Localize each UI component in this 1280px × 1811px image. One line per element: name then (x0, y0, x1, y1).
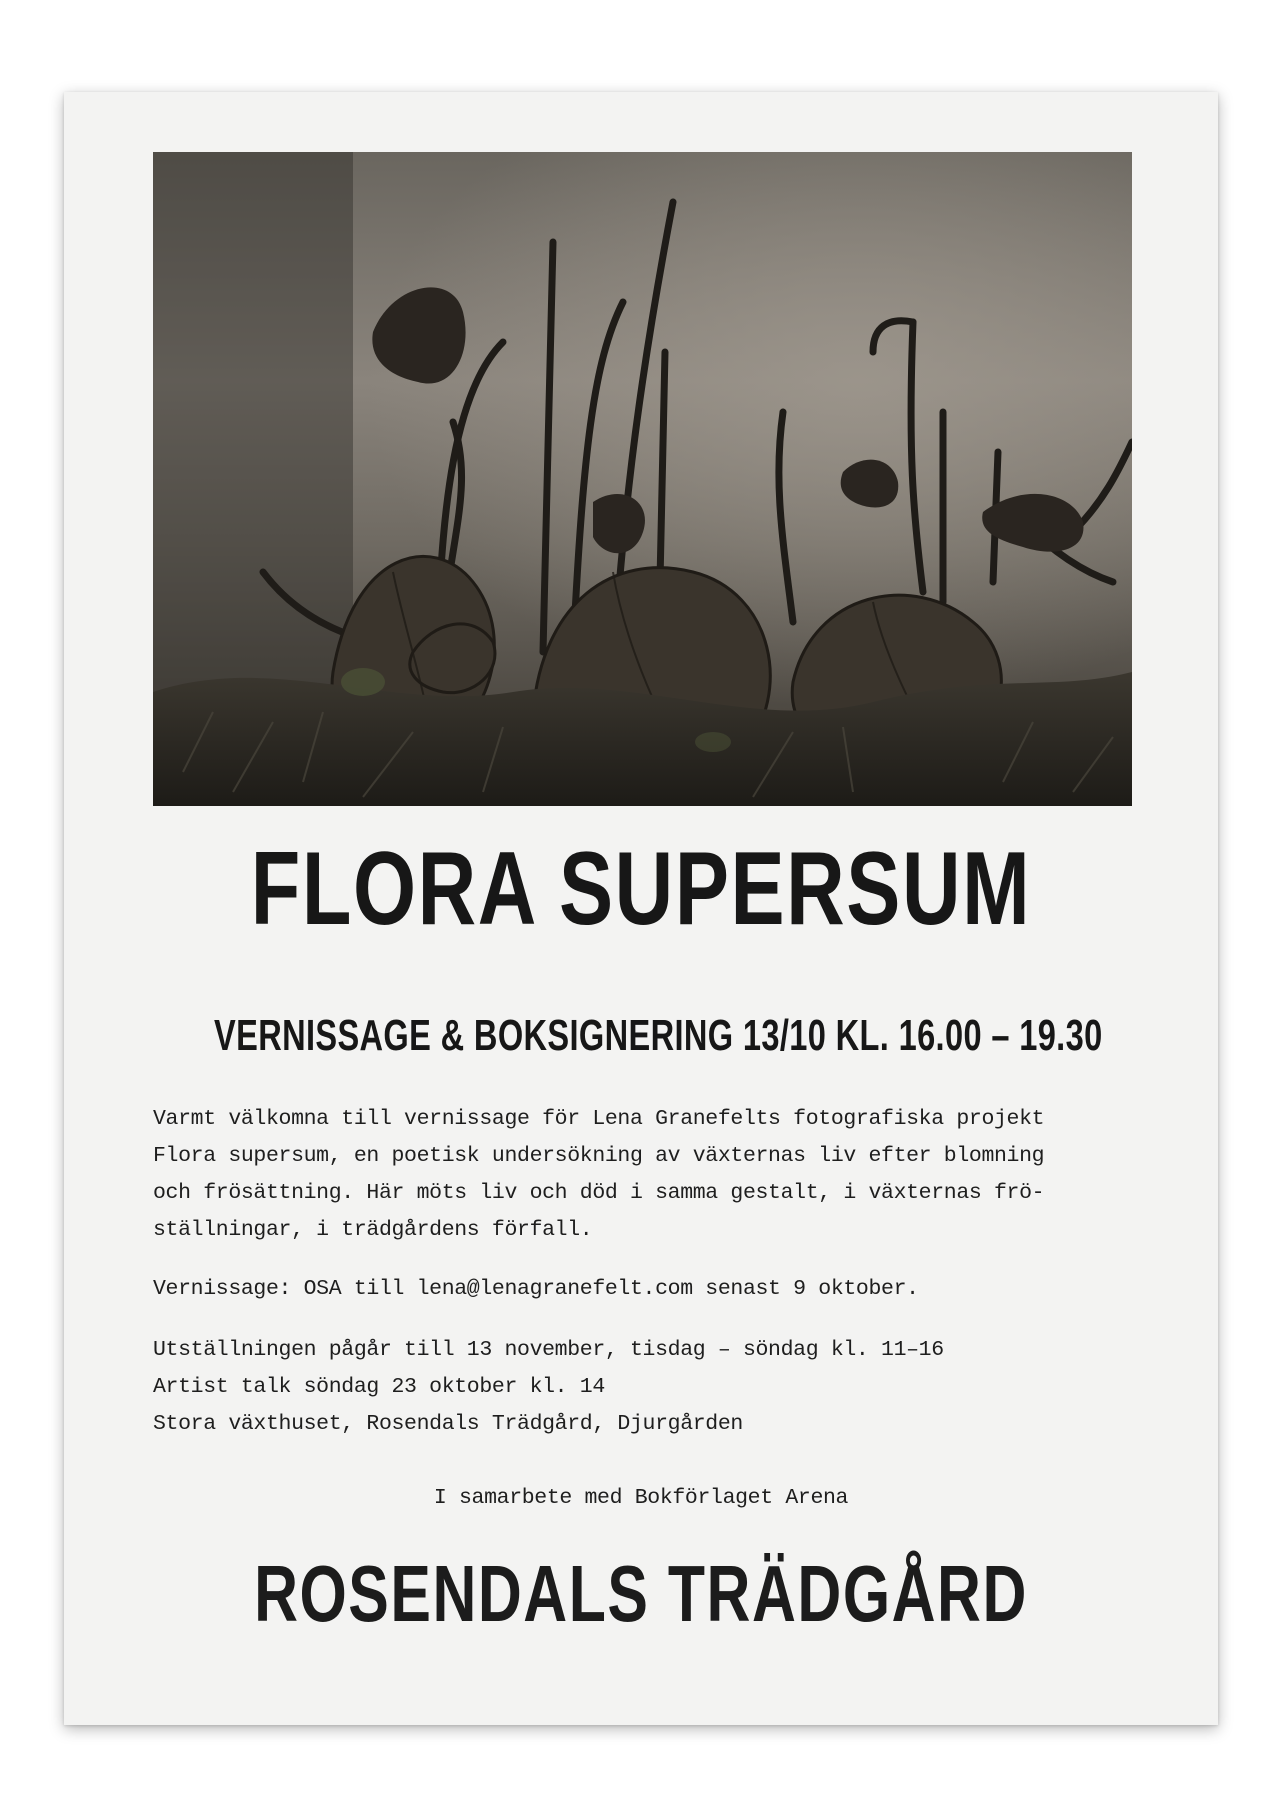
intro-line: Flora supersum, en poetisk undersökning av växternas liv efter blomning (153, 1144, 1045, 1168)
intro-line: och frösättning. Här möts liv och död i samma gestalt, i växternas frö- (153, 1181, 1045, 1205)
poster-photo-wilted-plants-in-fog (153, 152, 1132, 806)
footer-logo-text: ROSENDALS TRÄDGÅRD (254, 1549, 1028, 1638)
poster (64, 92, 1218, 1725)
details-paragraph (153, 1332, 1143, 1443)
collaboration-note: I samarbete med Bokförlaget Arena (433, 1486, 849, 1510)
detail-line: Stora växthuset, Rosendals Trädgård, Djurgården (153, 1412, 743, 1436)
poster-title: FLORA SUPERSUM (250, 831, 1032, 947)
rsvp-text: Vernissage: OSA till lena@lenagranefelt.com senast 9 oktober. (153, 1277, 919, 1301)
intro-line: Varmt välkomna till vernissage för Lena Granefelts fotografiska projekt (153, 1107, 1045, 1131)
detail-line: Utställningen pågår till 13 november, tisdag – söndag kl. 11–16 (153, 1338, 944, 1362)
photo-illustration (153, 152, 1132, 806)
event-subtitle: VERNISSAGE & BOKSIGNERING 13/10 KL. 16.00 – 19.30 (214, 1011, 1103, 1060)
rsvp-paragraph (153, 1271, 1143, 1308)
intro-line: ställningar, i trädgårdens förfall. (153, 1218, 593, 1242)
detail-line: Artist talk söndag 23 oktober kl. 14 (153, 1375, 605, 1399)
intro-paragraph (153, 1101, 1143, 1249)
